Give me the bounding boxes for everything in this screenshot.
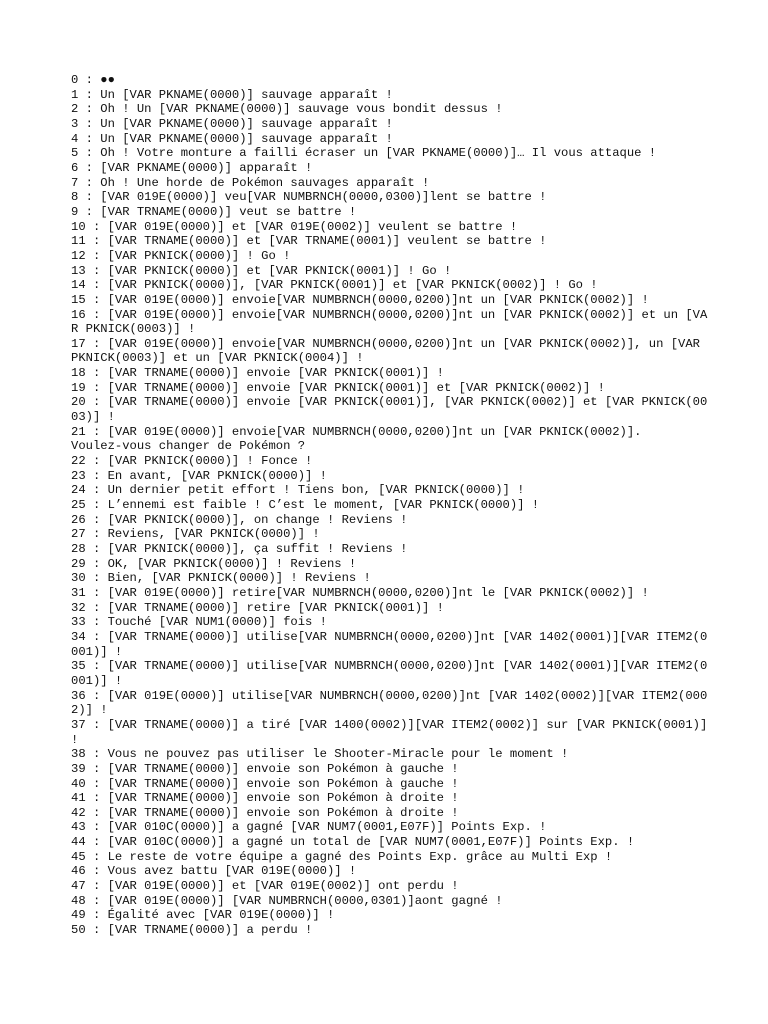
text-line: 7 : Oh ! Une horde de Pokémon sauvages apparaît ! — [71, 175, 430, 190]
text-line: 34 : [VAR TRNAME(0000)] utilise[VAR NUMBRNCH(0000,0200)]nt [VAR 1402(0001)][VAR ITEM2(0001)] ! — [71, 629, 708, 659]
text-line: 23 : En avant, [VAR PKNICK(0000)] ! — [71, 468, 327, 483]
text-line: 25 : L’ennemi est faible ! C’est le moment, [VAR PKNICK(0000)] ! — [71, 498, 540, 513]
text-line: 8 : [VAR 019E(0000)] veu[VAR NUMBRNCH(0000,0300)]lent se battre ! — [71, 190, 547, 205]
text-line: 31 : [VAR 019E(0000)] retire[VAR NUMBRNCH(0000,0200)]nt le [VAR PKNICK(0002)] ! — [71, 585, 649, 600]
text-line: 45 : Le reste de votre équipe a gagné des Points Exp. grâce au Multi Exp ! — [71, 849, 613, 864]
text-line: 12 : [VAR PKNICK(0000)] ! Go ! — [71, 248, 291, 263]
text-line: 39 : [VAR TRNAME(0000)] envoie son Pokémon à gauche ! — [71, 761, 459, 776]
text-line: 4 : Un [VAR PKNAME(0000)] sauvage apparaît ! — [71, 131, 393, 146]
text-line: 46 : Vous avez battu [VAR 019E(0000)] ! — [71, 864, 357, 879]
text-line: 1 : Un [VAR PKNAME(0000)] sauvage apparaît ! — [71, 87, 393, 102]
text-line: 47 : [VAR 019E(0000)] et [VAR 019E(0002)] ont perdu ! — [71, 879, 459, 894]
text-line: 14 : [VAR PKNICK(0000)], [VAR PKNICK(0001)] et [VAR PKNICK(0002)] ! Go ! — [71, 278, 598, 293]
text-line: 9 : [VAR TRNAME(0000)] veut se battre ! — [71, 204, 357, 219]
text-line: 15 : [VAR 019E(0000)] envoie[VAR NUMBRNCH(0000,0200)]nt un [VAR PKNICK(0002)] ! — [71, 292, 649, 307]
text-line: 35 : [VAR TRNAME(0000)] utilise[VAR NUMBRNCH(0000,0200)]nt [VAR 1402(0001)][VAR ITEM2(0001)] ! — [71, 659, 708, 688]
text-line: 13 : [VAR PKNICK(0000)] et [VAR PKNICK(0001)] ! Go ! — [71, 263, 452, 278]
text-line: 38 : Vous ne pouvez pas utiliser le Shooter-Miracle pour le moment ! — [71, 747, 569, 762]
text-line: 10 : [VAR 019E(0000)] et [VAR 019E(0002)] veulent se battre ! — [71, 219, 518, 234]
text-line: 20 : [VAR TRNAME(0000)] envoie [VAR PKNICK(0001)], [VAR PKNICK(0002)] et [VAR PKNICK(0003)] ! — [71, 395, 708, 425]
text-line: 16 : [VAR 019E(0000)] envoie[VAR NUMBRNCH(0000,0200)]nt un [VAR PKNICK(0002)] et un [VAR PKNICK(0003)] ! — [71, 307, 708, 337]
text-line: 18 : [VAR TRNAME(0000)] envoie [VAR PKNICK(0001)] ! — [71, 366, 444, 381]
text-line: 24 : Un dernier petit effort ! Tiens bon, [VAR PKNICK(0000)] ! — [71, 483, 525, 498]
text-line: 49 : Égalité avec [VAR 019E(0000)] ! — [71, 908, 335, 923]
text-line: 28 : [VAR PKNICK(0000)], ça suffit ! Reviens ! — [71, 542, 408, 556]
text-line: 11 : [VAR TRNAME(0000)] et [VAR TRNAME(0001)] veulent se battre ! — [71, 234, 547, 249]
text-line: 32 : [VAR TRNAME(0000)] retire [VAR PKNICK(0001)] ! — [71, 600, 444, 615]
text-line: 33 : Touché [VAR NUM1(0000)] fois ! — [71, 615, 327, 630]
text-line: 40 : [VAR TRNAME(0000)] envoie son Pokémon à gauche ! — [71, 776, 459, 791]
text-line: 48 : [VAR 019E(0000)] [VAR NUMBRNCH(0000,0301)]aont gagné ! — [71, 893, 503, 908]
text-line: 3 : Un [VAR PKNAME(0000)] sauvage apparaît ! — [71, 116, 393, 131]
text-line: 5 : Oh ! Votre monture a failli écraser un [VAR PKNAME(0000)]… Il vous attaque ! — [71, 146, 657, 161]
text-line: 50 : [VAR TRNAME(0000)] a perdu ! — [71, 923, 313, 938]
document-body — [71, 73, 715, 938]
text-line: 43 : [VAR 010C(0000)] a gagné [VAR NUM7(0001,E07F)] Points Exp. ! — [71, 820, 547, 835]
text-line: 6 : [VAR PKNAME(0000)] apparaît ! — [71, 160, 313, 175]
text-line: 0 : ●● — [71, 73, 115, 87]
text-line: 2 : Oh ! Un [VAR PKNAME(0000)] sauvage vous bondit dessus ! — [71, 102, 503, 117]
text-line: 36 : [VAR 019E(0000)] utilise[VAR NUMBRNCH(0000,0200)]nt [VAR 1402(0002)][VAR ITEM2(0002)] ! — [71, 688, 708, 718]
text-line: 29 : OK, [VAR PKNICK(0000)] ! Reviens ! — [71, 556, 357, 571]
text-line: 21 : [VAR 019E(0000)] envoie[VAR NUMBRNCH(0000,0200)]nt un [VAR PKNICK(0002)]. Voulez-vous changer de Pokémon ? — [71, 424, 642, 454]
text-line: 26 : [VAR PKNICK(0000)], on change ! Reviens ! — [71, 512, 408, 527]
text-line: 17 : [VAR 019E(0000)] envoie[VAR NUMBRNCH(0000,0200)]nt un [VAR PKNICK(0002)], un [VAR PKNICK(0003)] et un [VAR PKNICK(0004)] ! — [71, 336, 708, 366]
text-line: 19 : [VAR TRNAME(0000)] envoie [VAR PKNICK(0001)] et [VAR PKNICK(0002)] ! — [71, 380, 605, 395]
text-line: 27 : Reviens, [VAR PKNICK(0000)] ! — [71, 527, 320, 542]
text-line: 37 : [VAR TRNAME(0000)] a tiré [VAR 1400(0002)][VAR ITEM2(0002)] sur [VAR PKNICK(0001)] ! — [71, 717, 715, 747]
text-line: 42 : [VAR TRNAME(0000)] envoie son Pokémon à droite ! — [71, 805, 459, 820]
text-line: 41 : [VAR TRNAME(0000)] envoie son Pokémon à droite ! — [71, 791, 459, 806]
text-line: 22 : [VAR PKNICK(0000)] ! Fonce ! — [71, 454, 313, 469]
text-line: 30 : Bien, [VAR PKNICK(0000)] ! Reviens ! — [71, 571, 371, 586]
text-line: 44 : [VAR 010C(0000)] a gagné un total de [VAR NUM7(0001,E07F)] Points Exp. ! — [71, 835, 635, 850]
